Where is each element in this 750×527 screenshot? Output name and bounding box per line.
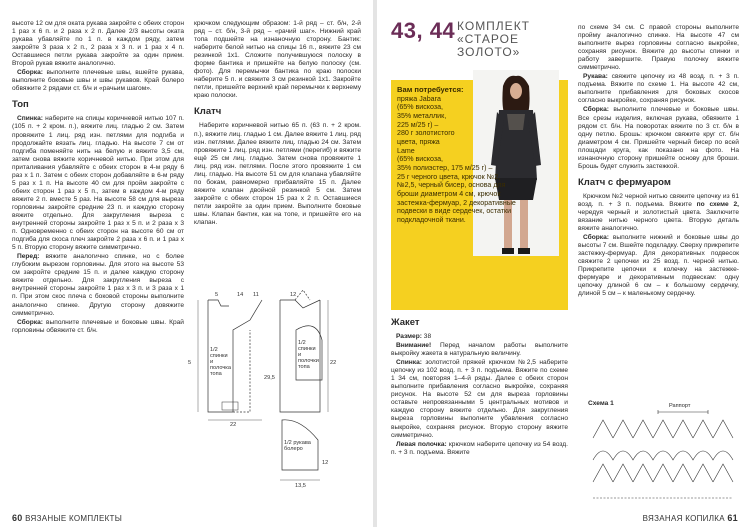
dim-label: 29,5: [264, 375, 275, 381]
clutch-text-2: чередуя черный и золотистый цвета. Заключите вязание нитью черного цвета. Вторую деталь вяжите аналогично.: [578, 208, 739, 233]
clutch-frame-text: [578, 193, 739, 233]
materials-line: (65% вискоза,: [397, 103, 444, 112]
sleeves-text: свяжите цепочку из 48 возд. п. + 3 п. подъема. Вяжите по схеме 1. На высоте 42 см, выполните прибавления для боковых скосов согласно выкройке, сохраняя рисунок.: [578, 73, 739, 105]
title-line-3: ЗОЛОТО»: [457, 45, 521, 59]
jacket-back-label: Спинка:: [396, 359, 422, 367]
bolero-assembly-text: выполните плечевые швы, вшейте рукава, выполните боковые швы и швы рукавов. Край болеро обвяжите 2 рядами ст. б/н и «рачьим шагом».: [12, 69, 184, 93]
materials-line: броши диаметром 4 см, крючок: [397, 189, 501, 198]
title-line-2: «СТАРОЕ: [457, 32, 519, 46]
top-finishing-text: крючком следующим образом: 1-й ряд – ст. б/н, 2-й ряд – ст. б/н, 3-й ряд – «рачий шаг». Нижний край топа подшейте на изнаночную сторону. Бантик: наберите белой нитью на спицы 16 п., вяжите 23 см резинкой 1х1. Сложите получившуюся полоску в форме бантика и пришейте на белую полоску (см. фото). Для перемычки бантика по краю полоски наберите 5 п. и свяжите 3 см резинкой 1х1. Закройте петли, пришейте верхний край перемычки к верхнему краю полоски.: [194, 20, 361, 100]
title-line-1: КОМПЛЕКТ: [457, 19, 531, 33]
project-title: [457, 20, 530, 59]
clutch-piece-label: 1/2 спинки и полочки топа: [298, 340, 319, 370]
jacket-assembly: [578, 106, 739, 170]
clutch-text: Наберите коричневой нитью 65 п. (63 п. + 2 кром. п.), вяжите лиц. гладью 1 см. Далее вяжите 1 лиц. ряд изн. петлями. Далее вяжите лиц. гладью 24 см. Затем провяжите 1 лиц. ряд изн. петлями (перегиб) и вяжите ещё 25 см лиц. гладью. Затем снова провяжите 1 лиц. ряд изн. петлями. После этого провяжите 1 см лиц. гладью. На высоте 51 см для клапана убавляйте по бокам, равномерно прибавляйте 15 п. Далее вяжите клапан двойной резинкой 5 см. Затем закройте с обеих сторон 15 раз х 2 п. Оставшиеся петли закройте за один прием. Выполните боковые швы. Клапан бантик, как на топе, и пришейте его на клапан.: [194, 122, 362, 227]
materials-line: 225 м/25 г) –: [397, 120, 439, 129]
left-footer: [12, 513, 122, 523]
materials-lead: Вам потребуется:: [397, 85, 464, 94]
right-footer-section: ВЯЗАНАЯ КОПИЛКА: [642, 514, 725, 523]
materials-line: застежка-фермуар, 2 декоративные: [397, 198, 516, 207]
jacket-size: [391, 333, 568, 341]
right-page: [377, 0, 750, 527]
materials-line: подвески в виде сердечек, остатки: [397, 207, 512, 216]
left-front-text: крючком наберите цепочку из 54 возд. п. + 3 п. подъема. Вяжите: [391, 440, 568, 456]
top-back-label: Спинка:: [17, 115, 43, 123]
size-value: 38: [423, 333, 432, 340]
top-assembly-label: Сборка:: [17, 318, 43, 326]
clutch-assembly-text: выполните нижний и боковые швы до высоты 7 см. Вшейте подкладку. Сверху прикрепите застежку-фермуар. Для декоративных подвесок свяжите 2 цепочки из 25 возд. п. черной нитью. Прикрепите цепочки к колечку на застежке-фермуаре и декоративным подвескам: одну цепочку длиной 6 см – к большому сердечку, длиной 5 см – к маленькому сердечку.: [578, 234, 739, 298]
attention-label: Внимание!: [396, 342, 432, 350]
materials-line: Lame: [397, 146, 415, 155]
top-front-text: вяжите аналогично спинке, но с более глубоким вырезом горловины. Для этого на высоте 53 см закройте средние 15 п. и далее каждую сторону вяжите отдельно. Для закругления выреза с внутренней стороны закройте 1 раз х 3 п. и 3 раза х 1 п. При этом скос плеча с боковой стороны выполните аналогично спинке. Другую сторону довяжите симметрично.: [12, 253, 184, 317]
dim-label: 12: [322, 460, 329, 466]
rapport-label: Раппорт: [669, 403, 691, 409]
dim-label: 12: [290, 292, 297, 298]
materials-line: 25 г черного цвета, крючок №2,: [397, 172, 501, 181]
dim-label: 5: [188, 360, 192, 366]
clutch-text-1: Крючком №2 черной нитью свяжите цепочку из 61 возд. п. + 3 п. подъема. Вяжите: [578, 192, 739, 208]
top-piece-label: 1/2 спинки и полочка топа: [210, 347, 231, 377]
scheme-motifs: [593, 420, 733, 498]
right-page-number: 61: [727, 513, 738, 523]
clutch-heading: Клатч: [194, 106, 222, 118]
attention-text: Перед началом работы выполните выкройку жакета в натуральную величину.: [391, 342, 568, 358]
dim-label: 5: [215, 292, 219, 298]
materials-line: подкладочной ткани.: [397, 215, 466, 224]
jacket-assembly-label: Сборка:: [583, 106, 609, 114]
bolero-assembly-label: Сборка:: [17, 69, 43, 77]
right-footer: [643, 513, 738, 523]
scheme-1-label: Схема 1: [588, 400, 614, 407]
sleeves-label: Рукава:: [583, 73, 608, 81]
top-back-text: наберите на спицы коричневой нитью 107 п. (105 п. + 2 кром. п.), вяжите лиц. гладью 2 см. Затем провяжите 1 лиц. ряд изн. петлями для подгиба и продолжайте вязать лиц. гладью. На высоте 7 см от подгиба поменяйте нить на белую и вяжите 3,5 см, затем снова вяжите коричневой нитью. При этом для приталивания убавляйте с обеих сторон в 4-м ряду 6 раз х 1 п. Затем с обеих сторон добавляйте в 6-м ряду 5 раз х 1 п. На высоте 40 см для пройм закройте с обеих сторон 1 раз х 5 п., затем в каждом 4-м ряду вяжите 2 п. вместе 5 раз. На высоте 58 см для выреза горловины закройте средние 23 п. и каждую сторону вяжите отдельно. Для закругления выреза с внутренней стороны закройте 1 раз х 5 п. и 2 раза х 3 п. Одновременно с обеих сторон на высоте 60 см от подгиба для скоса плеч закройте 2 раза х 6 п. и 1 раз х 5 п. Вторую сторону вяжите симметрично.: [12, 115, 184, 252]
crochet-scheme-1: [588, 408, 738, 504]
size-label: Размер:: [396, 333, 422, 340]
left-page: [0, 0, 373, 527]
materials-line: (65% вискоза,: [397, 155, 444, 164]
materials-line: 280 г золотистого: [397, 129, 455, 138]
clutch-assembly-label: Сборка:: [583, 234, 609, 242]
clutch-frame-assembly: [578, 234, 739, 298]
pattern-schematics: [0, 0, 373, 527]
dim-label: 14: [237, 292, 244, 298]
sleeves: [578, 73, 739, 105]
jacket-column: [391, 318, 568, 458]
dim-label: 22: [330, 360, 337, 366]
jacket-left-front: [391, 441, 568, 457]
dim-label: 22: [230, 422, 237, 428]
project-number: 43, 44: [391, 18, 456, 43]
jacket-assembly-text: выполните плечевые и боковые швы. Все срезы изделия, включая рукава, обвяжите 1 рядом ст. б/н. На поворотах вяжите по 3 ст. б/н в одну петлю. Брошь: крючком свяжите круг ст. б/н диаметром 4 см. Пришейте черный бисер по всей площади круга, как показано на фото. На изнаночную сторону пришейте основу для броши. Брошь будет служить застежкой.: [578, 106, 739, 170]
bolero-sleeve-label: 1/2 рукава болеро: [284, 440, 311, 452]
materials-line: №2,5, черный бисер, основа для: [397, 181, 506, 190]
materials-line: 35% полиэстер, 175 м/25 г) –: [397, 163, 493, 172]
left-front-continued: по схеме 34 см. С правой стороны выполните пройму аналогично спинке. На высоте 47 см выполните вырез горловины согласно выкройке, сохраняя рисунок. Вяжите до высоты спинки и работу завершите. Правую полочку вяжите симметрично.: [578, 24, 739, 72]
clutch-frame-heading: Клатч с фермуаром: [578, 176, 671, 188]
materials-text: [397, 86, 567, 225]
materials-line: цвета, пряжа: [397, 137, 440, 146]
left-front-label: Левая полочка:: [396, 440, 447, 448]
top-heading: Топ: [12, 99, 29, 111]
dim-label: 11: [253, 292, 259, 298]
dim-label: 13,5: [295, 483, 306, 489]
left-page-number: 60: [12, 513, 23, 523]
bolero-sleeve-text: высоте 12 см для оката рукава закройте с обеих сторон 1 раз х 6 п. и 2 раза х 2 п. Далее 2/3 высоты оката рукава убавляйте по 1 п. в каждом ряду, затем закройте 3 раза х 2 п., 2 раза х 3 п. и 1 раз х 4 п. Оставшиеся петли рукава закройте за один прием. Второй рукав вяжите аналогично.: [12, 20, 184, 68]
jacket-attention: [391, 342, 568, 358]
materials-line: 35% металлик,: [397, 111, 447, 120]
jacket-back: [391, 359, 568, 439]
materials-line: пряжа Jabara: [397, 94, 441, 103]
left-footer-section: ВЯЗАНЫЕ КОМПЛЕКТЫ: [25, 514, 123, 523]
jacket-heading: Жакет: [391, 317, 420, 328]
jacket-back-text: золотистой пряжей крючком №2,5 наберите цепочку из 102 возд. п. + 3 п. подъема. Вяжите по схеме 1 34 см, повторяя 1–4-й ряды. Далее с обеих сторон выполните прибавления согласно выкройке, сохраняя рисунок. На высоте 52 см для выреза горловины оставьте непровязанными 5 центральных мотивов и каждую сторону вяжите отдельно. Для закругления выреза горловины выполните убавления согласно выкройке, сохраняя рисунок. Вторую сторону вяжите симметрично.: [391, 359, 568, 439]
top-front-label: Перед:: [17, 253, 40, 261]
clutch-scheme-ref: по схеме 2,: [696, 200, 739, 208]
top-assembly-text: выполните плечевые и боковые швы. Край горловины обвяжите ст. б/н.: [12, 318, 184, 334]
right-column: [578, 24, 739, 299]
